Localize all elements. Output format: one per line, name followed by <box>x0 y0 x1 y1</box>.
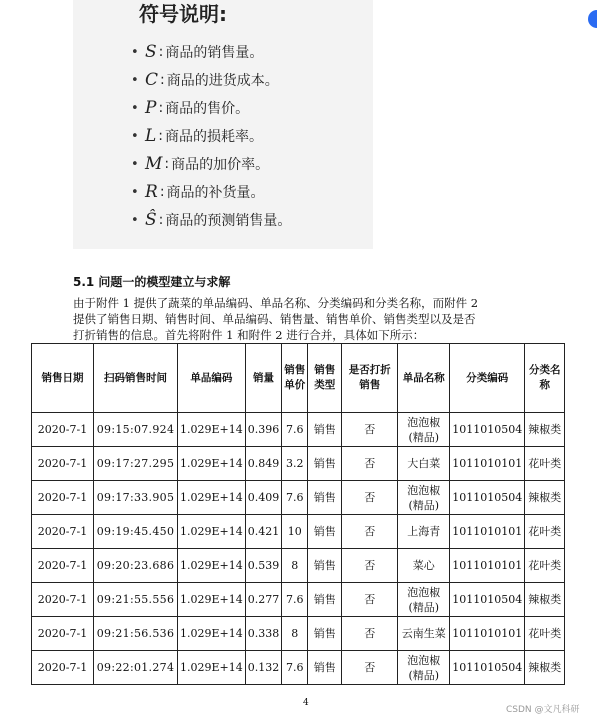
table-cell: 1.029E+14 <box>178 549 246 583</box>
table-header-cell: 单品编码 <box>178 344 246 413</box>
table-row <box>32 515 565 549</box>
table-cell: 销售 <box>308 651 342 685</box>
table-cell: 菜心 <box>398 549 450 583</box>
table-cell: 大白菜 <box>398 447 450 481</box>
table-cell: 花叶类 <box>525 617 565 651</box>
table-cell: 否 <box>342 481 398 515</box>
table-cell: 否 <box>342 617 398 651</box>
table-row <box>32 617 565 651</box>
table-header-cell: 分类名称 <box>525 344 565 413</box>
table-cell: 2020-7-1 <box>32 549 94 583</box>
paragraph-line: 由于附件 1 提供了蔬菜的单品编码、单品名称、分类编码和分类名称，而附件 2 <box>73 296 479 310</box>
table-cell: 否 <box>342 549 398 583</box>
notation-separator: : <box>158 100 164 116</box>
table-cell: 2020-7-1 <box>32 651 94 685</box>
table-cell: 销售 <box>308 583 342 617</box>
table-cell: 否 <box>342 413 398 447</box>
notation-description: 商品的销售量。 <box>165 45 264 61</box>
notation-item <box>131 206 291 234</box>
table-cell: 花叶类 <box>525 549 565 583</box>
notation-symbol: P <box>145 98 157 118</box>
table-cell: 09:21:55.556 <box>94 583 178 617</box>
notation-symbol: C <box>145 70 159 90</box>
table-cell: 1.029E+14 <box>178 617 246 651</box>
table-cell: 7.6 <box>282 583 308 617</box>
notation-item <box>131 150 291 178</box>
bullet-icon: • <box>131 72 139 88</box>
table-cell: 上海青 <box>398 515 450 549</box>
table-cell: 09:17:33.905 <box>94 481 178 515</box>
table-cell: 1.029E+14 <box>178 515 246 549</box>
table-cell: 否 <box>342 447 398 481</box>
table-cell: 1011010504 <box>450 413 525 447</box>
paragraph-line: 提供了销售日期、销售时间、单品编码、销售量、销售单价、销售类型以及是否 <box>73 312 476 326</box>
table-cell: 泡泡椒(精品) <box>398 651 450 685</box>
table-cell: 辣椒类 <box>525 481 565 515</box>
table-header-cell: 分类编码 <box>450 344 525 413</box>
table-cell: 7.6 <box>282 481 308 515</box>
table-cell: 2020-7-1 <box>32 617 94 651</box>
table-cell: 09:20:23.686 <box>94 549 178 583</box>
table-cell: 云南生菜 <box>398 617 450 651</box>
notation-separator: : <box>164 156 170 172</box>
table-cell: 2020-7-1 <box>32 481 94 515</box>
bullet-icon: • <box>131 100 139 116</box>
table-cell: 0.849 <box>245 447 282 481</box>
table-header-cell: 销售日期 <box>32 344 94 413</box>
table-cell: 泡泡椒(精品) <box>398 413 450 447</box>
notation-item <box>131 94 291 122</box>
table-cell: 泡泡椒(精品) <box>398 583 450 617</box>
notation-item <box>131 122 291 150</box>
notation-description: 商品的预测销售量。 <box>165 213 292 229</box>
merged-data-table <box>31 343 565 685</box>
table-cell: 09:19:45.450 <box>94 515 178 549</box>
notation-description: 商品的售价。 <box>165 101 250 117</box>
table-cell: 09:15:07.924 <box>94 413 178 447</box>
notation-symbol: S <box>145 42 157 62</box>
notation-description: 商品的损耗率。 <box>165 129 264 145</box>
notation-description: 商品的补货量。 <box>166 185 265 201</box>
table-cell: 花叶类 <box>525 515 565 549</box>
table-cell: 0.396 <box>245 413 282 447</box>
table-cell: 8 <box>282 617 308 651</box>
table-cell: 0.409 <box>245 481 282 515</box>
table-cell: 1011010504 <box>450 481 525 515</box>
table-cell: 09:22:01.274 <box>94 651 178 685</box>
table-cell: 辣椒类 <box>525 583 565 617</box>
table-cell: 否 <box>342 583 398 617</box>
notation-item <box>131 178 291 206</box>
table-cell: 2020-7-1 <box>32 583 94 617</box>
section-paragraph <box>73 295 528 343</box>
table-cell: 销售 <box>308 447 342 481</box>
bullet-icon: • <box>131 44 139 60</box>
bullet-icon: • <box>131 212 139 228</box>
table-header-cell: 销售类型 <box>308 344 342 413</box>
table-cell: 销售 <box>308 481 342 515</box>
notation-separator: : <box>158 44 164 60</box>
table-cell: 否 <box>342 651 398 685</box>
table-row <box>32 651 565 685</box>
bullet-icon: • <box>131 156 139 172</box>
section-heading: 5.1 问题一的模型建立与求解 <box>73 275 231 289</box>
table-cell: 10 <box>282 515 308 549</box>
floating-assistant-icon[interactable] <box>588 10 597 28</box>
table-cell: 0.338 <box>245 617 282 651</box>
table-cell: 1011010101 <box>450 515 525 549</box>
table-cell: 1.029E+14 <box>178 481 246 515</box>
table-cell: 3.2 <box>282 447 308 481</box>
bullet-icon: • <box>131 128 139 144</box>
table-cell: 销售 <box>308 413 342 447</box>
table-header-cell: 是否打折销售 <box>342 344 398 413</box>
table-cell: 1.029E+14 <box>178 651 246 685</box>
notation-symbol: Ŝ <box>145 210 157 230</box>
table-cell: 7.6 <box>282 413 308 447</box>
table-cell: 销售 <box>308 549 342 583</box>
table-cell: 0.277 <box>245 583 282 617</box>
table-header-row <box>32 344 565 413</box>
table-row <box>32 481 565 515</box>
table-cell: 销售 <box>308 515 342 549</box>
notation-panel <box>73 0 373 249</box>
notation-symbol: R <box>145 182 158 202</box>
table-cell: 泡泡椒(精品) <box>398 481 450 515</box>
table-cell: 0.132 <box>245 651 282 685</box>
table-cell: 1011010504 <box>450 651 525 685</box>
table-cell: 1.029E+14 <box>178 583 246 617</box>
notation-separator: : <box>158 128 164 144</box>
table-row <box>32 447 565 481</box>
table-cell: 1.029E+14 <box>178 447 246 481</box>
table-cell: 7.6 <box>282 651 308 685</box>
bullet-icon: • <box>131 184 139 200</box>
table-cell: 辣椒类 <box>525 413 565 447</box>
notation-title: 符号说明: <box>139 2 227 26</box>
watermark: CSDN @文凡科研 <box>506 705 580 715</box>
table-header-cell: 扫码销售时间 <box>94 344 178 413</box>
table-cell: 09:21:56.536 <box>94 617 178 651</box>
paragraph-line: 打折销售的信息。首先将附件 1 和附件 2 进行合并，具体如下所示： <box>73 328 425 342</box>
table-cell: 1.029E+14 <box>178 413 246 447</box>
notation-item <box>131 66 291 94</box>
notation-separator: : <box>158 212 164 228</box>
notation-separator: : <box>159 184 165 200</box>
table-cell: 0.421 <box>245 515 282 549</box>
table-body <box>32 413 565 685</box>
notation-list <box>131 38 291 234</box>
table-cell: 8 <box>282 549 308 583</box>
notation-item <box>131 38 291 66</box>
table-cell: 销售 <box>308 617 342 651</box>
table-header-cell: 单品名称 <box>398 344 450 413</box>
table-cell: 否 <box>342 515 398 549</box>
table-cell: 2020-7-1 <box>32 447 94 481</box>
table-cell: 2020-7-1 <box>32 413 94 447</box>
table-header-cell: 销量 <box>245 344 282 413</box>
table-row <box>32 583 565 617</box>
table-cell: 2020-7-1 <box>32 515 94 549</box>
table-header-cell: 销售单价 <box>282 344 308 413</box>
table-cell: 0.539 <box>245 549 282 583</box>
table-cell: 1011010504 <box>450 583 525 617</box>
table-cell: 辣椒类 <box>525 651 565 685</box>
table-row <box>32 413 565 447</box>
notation-symbol: L <box>145 126 157 146</box>
table-row <box>32 549 565 583</box>
notation-description: 商品的进货成本。 <box>166 73 279 89</box>
table-cell: 1011010101 <box>450 549 525 583</box>
table-cell: 1011010101 <box>450 447 525 481</box>
table-cell: 09:17:27.295 <box>94 447 178 481</box>
table-cell: 1011010101 <box>450 617 525 651</box>
table-cell: 花叶类 <box>525 447 565 481</box>
notation-description: 商品的加价率。 <box>171 157 270 173</box>
notation-separator: : <box>160 72 165 88</box>
notation-symbol: M <box>145 154 163 174</box>
page-number: 4 <box>303 698 309 708</box>
